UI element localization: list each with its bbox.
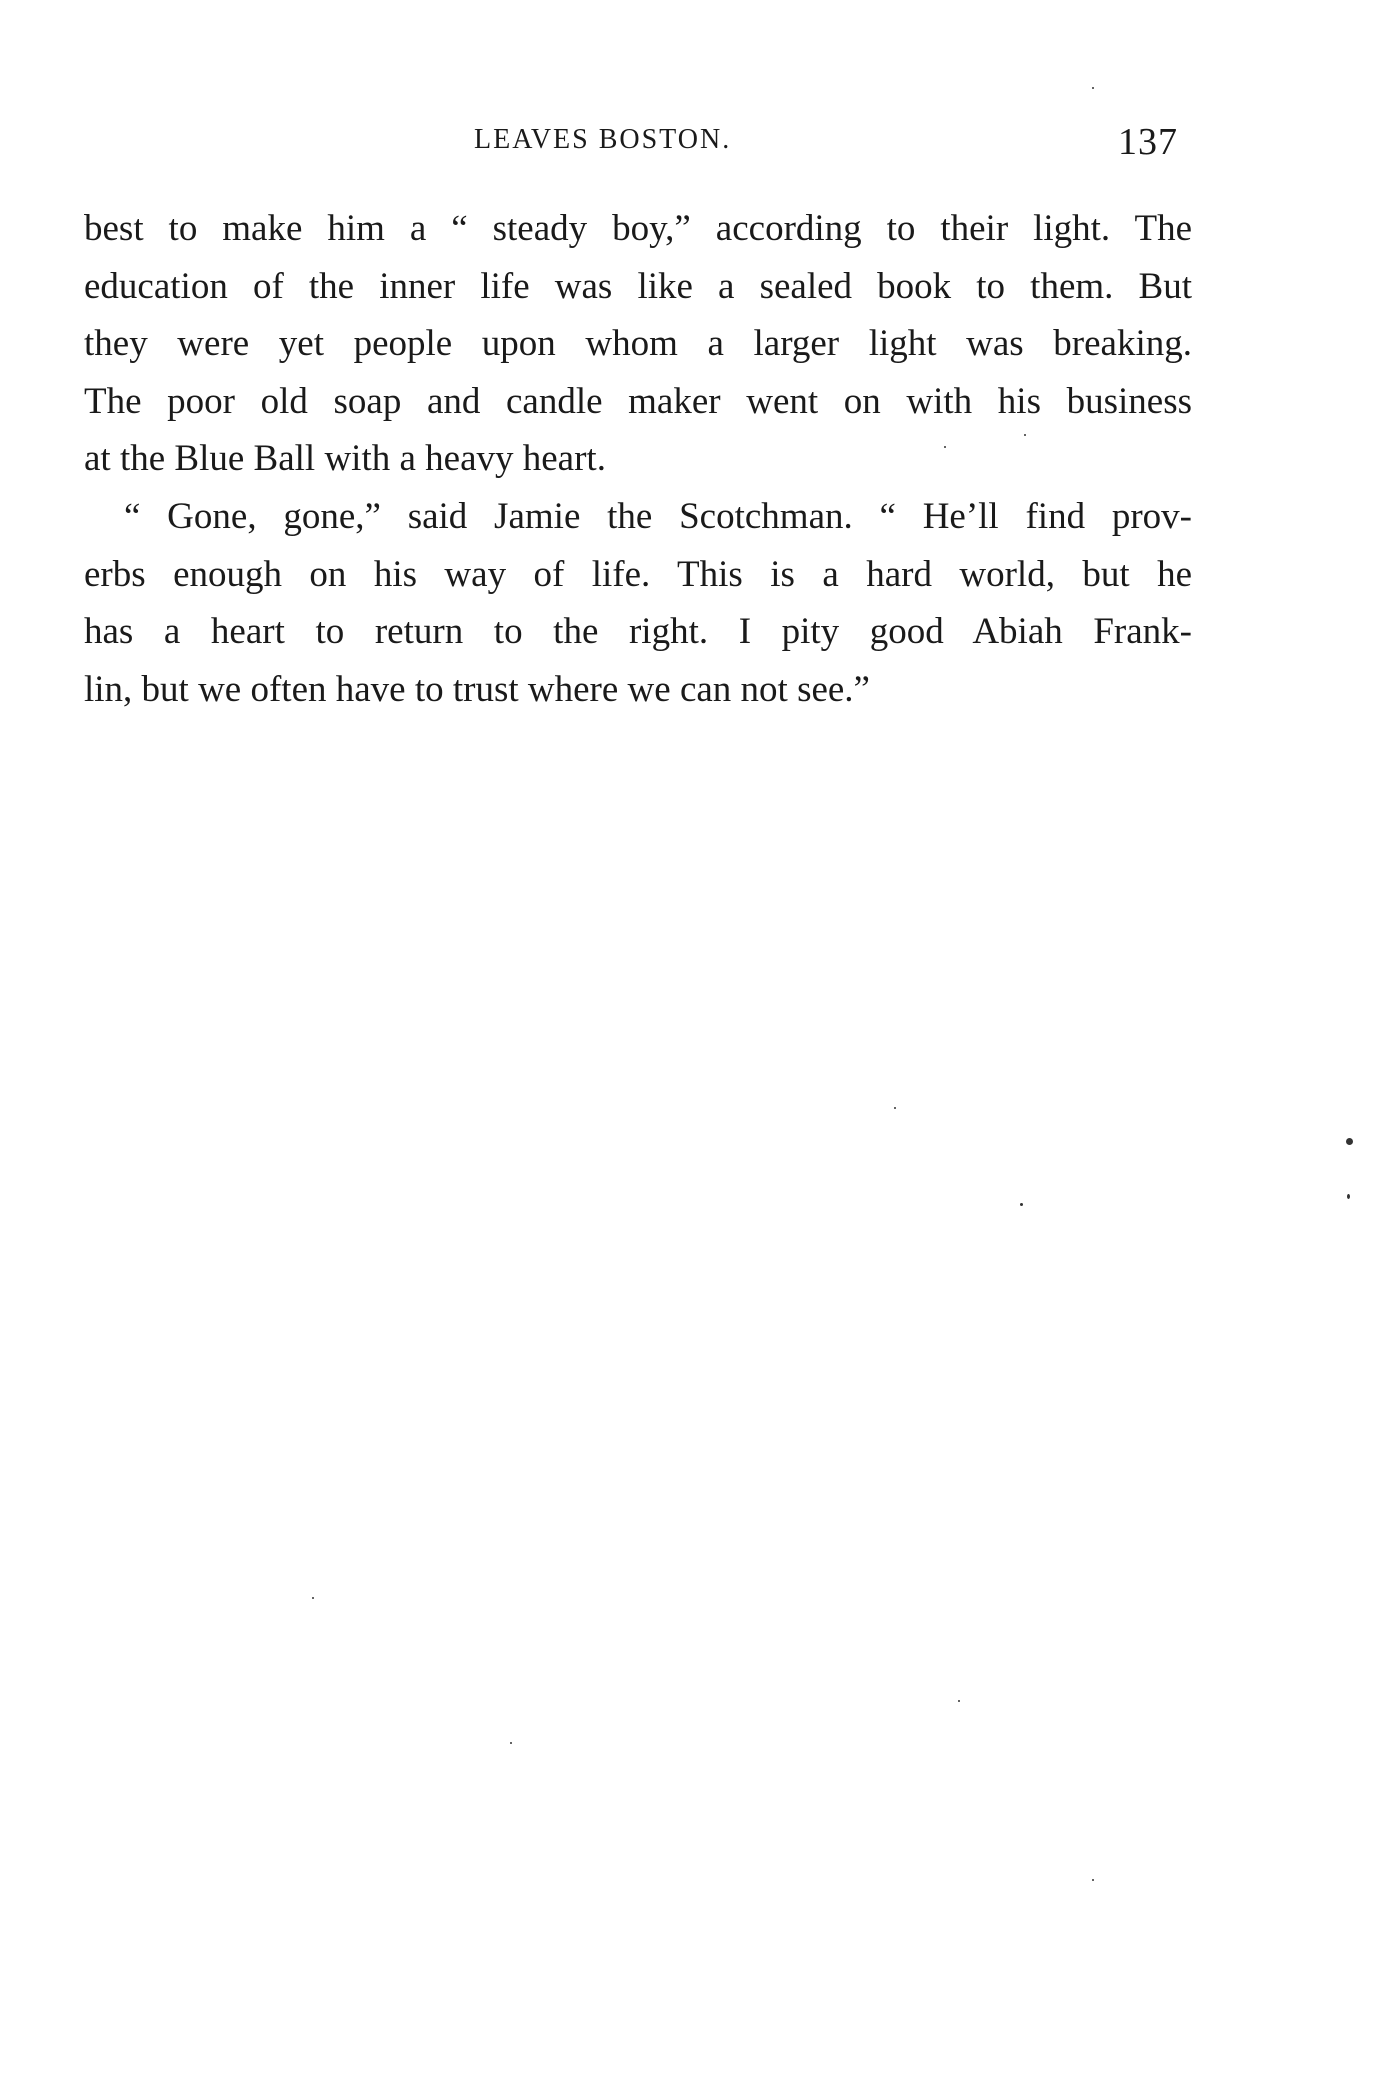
paragraph	[84, 200, 1192, 488]
scan-speck	[312, 1597, 314, 1599]
text-line: best to make him a “ steady boy,” according to their light. The	[84, 208, 1192, 249]
scan-speck	[894, 1107, 896, 1109]
text-line: has a heart to return to the right. I pity good Abiah Frank-	[84, 611, 1192, 653]
page-number: 137	[1118, 121, 1178, 163]
running-head	[0, 112, 1390, 172]
text-line: education of the inner life was like a sealed book to them. But	[84, 265, 1192, 307]
scan-speck	[1092, 87, 1094, 89]
scan-speck	[1020, 1203, 1023, 1206]
text-line: at the Blue Ball with a heavy heart.	[84, 438, 606, 480]
text-line: The poor old soap and candle maker went on with his business	[84, 380, 1192, 422]
body-text	[84, 200, 1192, 718]
scan-speck	[1092, 1879, 1094, 1881]
scan-speck	[958, 1700, 960, 1702]
scan-speck	[1347, 1194, 1350, 1199]
text-line: they were yet people upon whom a larger light was breaking.	[84, 323, 1192, 365]
paragraph	[84, 488, 1192, 718]
text-line: lin, but we often have to trust where we can not see.”	[84, 668, 870, 710]
scan-speck	[944, 446, 946, 448]
scan-speck	[510, 1742, 512, 1744]
running-title: LEAVES BOSTON.	[474, 124, 732, 155]
scan-speck	[1346, 1138, 1353, 1145]
scan-speck	[1024, 434, 1026, 436]
text-line: “ Gone, gone,” said Jamie the Scotchman. “ He’ll find prov-	[124, 495, 1192, 537]
text-line: erbs enough on his way of life. This is a hard world, but he	[84, 553, 1192, 595]
